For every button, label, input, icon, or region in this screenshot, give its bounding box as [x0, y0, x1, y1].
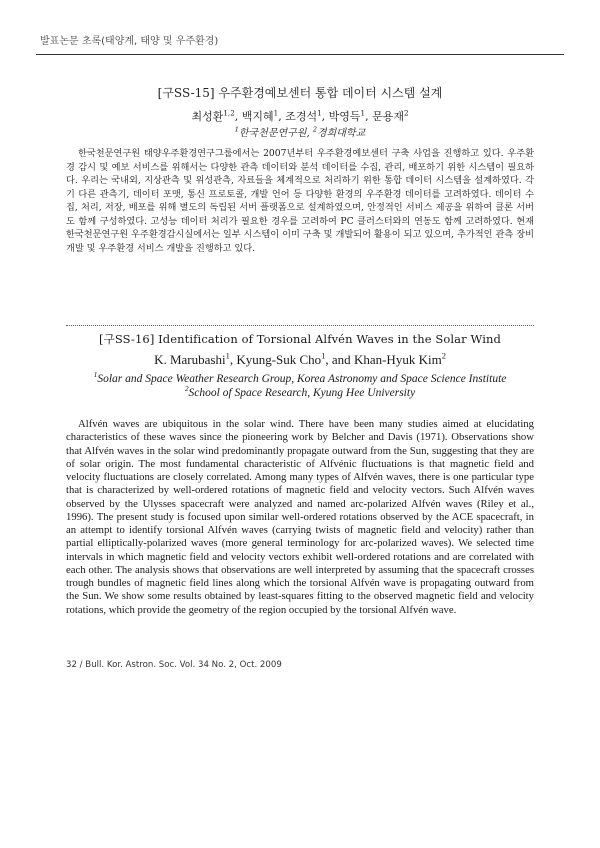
author: 조경석$^1$	[285, 108, 322, 123]
author: Kyung-Suk Cho$^1$	[236, 350, 326, 367]
affiliation-2: $^2$School of Space Research, Kyung Hee University	[184, 384, 416, 399]
paper2-abstract: Alfvén waves are ubiquitous in the solar wind. There have been many studies aimed at elucidating characteristics of these waves since the pioneering work by Belcher and Davis (1971). Observations show that Alfvén waves in the solar wind predominantly propagate outward from the Sun, suggesting that they are of solar origin. The most fundamental characteristic of Alfvénic fluctuations is that magnetic field and velocity fluctuations are closely correlated. Among many types of Alfvén waves, there is one particular type that is characterized by well-ordered rotations of magnetic field and velocity vectors. Such Alfvén waves observed by the Ulysses spacecraft were analyzed and named arc-polarized Alfvén waves (Riley et al., 1996). The present study is focused upon similar well-ordered rotations observed by the ACE spacecraft, in an attempt to identify torsional Alfvén waves (carrying twists of magnetic field and velocity) rather than partial elliptically-polarized waves (more general terminology for arc-polarized waves). We selected time intervals in which magnetic field and velocity vectors exhibit well-ordered rotations and are correlated with each other. The analysis shows that observations are well interpreted by assuming that the spacecraft crosses trough bundles of magnetic field lines along which the torsional Alfvén wave is propagating outward from the Sun. We show some results obtained by least-squares fitting to the observed magnetic field and velocity rotations, which provide the geometry of the region occupied by the torsional Alfvén wave.	[66, 418, 534, 616]
author: 박영득$^1$	[328, 108, 366, 123]
paper1-abstract: 한국천문연구원 태양우주환경연구그룹에서는 2007년부터 우주환경예보센터 구축 사업을 진행하고 있다. 우주환경 감시 및 예보 서비스를 위해서는 다양한 관측 데이터와 분석 데이터를 수집, 관리, 배포하기 위한 시스템이 필요하다. 우리는 국내외, 지상관측 및 위성관측, 자료들을 체계적으로 처리하기 위한 통합 데이터 시스템을 설계하였다. 각기 다른 관측기, 데이터 포맷, 통신 프로토콜, 개발 언어 등 다양한 환경의 우주환경 데이터를 고려하였다. 데이터 수집, 처리, 저장, 배포를 위해 별도의 독립된 서버 플랫폼으로 설계하였으며, 안정적인 서비스 제공을 위하여 클론 서버도 함께 구성하였다. 고성능 데이터 처리가 필요한 경우를 고려하여 PC 클러스터와의 연동도 함께 고려하였다. 현재 한국천문연구원 우주환경감시실에서는 일부 시스템이 이미 구축 및 개발되어 활용이 되고 있으며, 추가적인 관측 장비 개발 및 우주환경 서비스 개발을 진행하고 있다.	[66, 148, 534, 254]
author: 최성환$^{1,2}$	[191, 108, 235, 123]
affiliation-1: $^1$Solar and Space Weather Research Group, Korea Astronomy and Space Science Institute	[93, 370, 507, 385]
paper2-title: [구SS-16] Identification of Torsional Alfvén Waves in the Solar Wind	[99, 332, 501, 346]
author: Khan-Hyuk Kim$^2$	[353, 350, 446, 367]
author: 백지혜$^1$	[241, 108, 279, 123]
running-header: 발표논문 초록(태양계, 태양 및 우주환경)	[40, 36, 219, 47]
paper2-authors: K. Marubashi$^1$, Kyung-Suk Cho$^1$, and Khan-Hyuk Kim$^2$	[154, 350, 446, 367]
paper1-title: [구SS-15] 우주환경예보센터 통합 데이터 시스템 설계	[157, 86, 443, 100]
author: 문용재$^2$	[372, 108, 409, 123]
paper2-affiliations	[80, 372, 520, 400]
page-footer: 32 / Bull. Kor. Astron. Soc. Vol. 34 No. 2, Oct. 2009	[66, 660, 282, 670]
author: K. Marubashi$^1$	[154, 350, 230, 367]
section-divider	[66, 325, 534, 326]
paper1-authors: 최성환$^{1,2}$, 백지혜$^1$, 조경석$^1$, 박영득$^1$, 문용재$^2$	[191, 108, 409, 123]
header-divider	[36, 54, 564, 55]
paper1-affiliations: $^1$한국천문연구원, $^2$경희대학교	[234, 125, 366, 139]
